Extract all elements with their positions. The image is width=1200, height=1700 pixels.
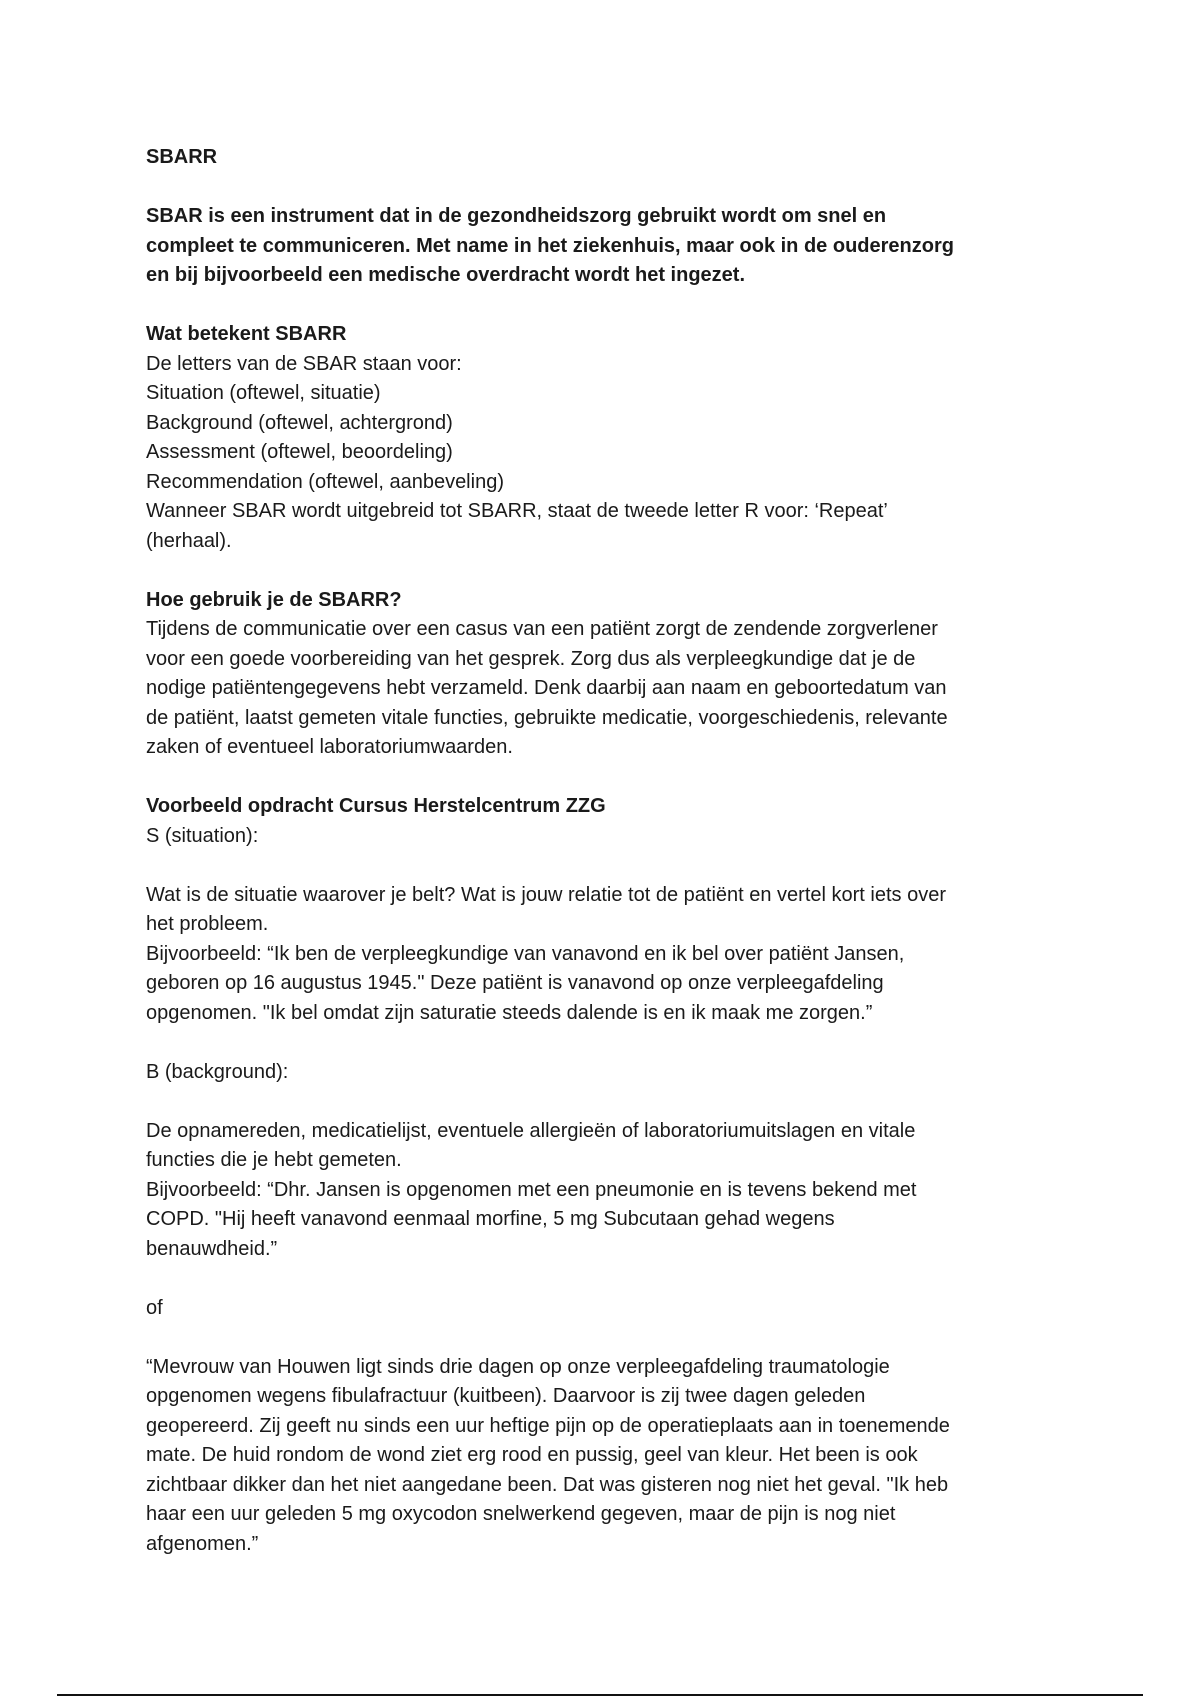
- text-line: geboren op 16 augustus 1945." Deze patiënt is vanavond op onze verpleegafdeling: [146, 972, 884, 994]
- text-line: het probleem.: [146, 913, 269, 935]
- text-line: Recommendation (oftewel, aanbeveling): [146, 470, 504, 493]
- text-line: Background (oftewel, achtergrond): [146, 411, 453, 434]
- spacer: [146, 1323, 1066, 1353]
- spacer: [146, 291, 1066, 321]
- text-line: functies die je hebt gemeten.: [146, 1149, 402, 1171]
- text-line: Assessment (oftewel, beoordeling): [146, 441, 453, 463]
- text-line: benauwdheid.”: [146, 1237, 278, 1260]
- text-line: De letters van de SBAR staan voor:: [146, 352, 462, 375]
- text-line: geopereerd. Zij geeft nu sinds een uur heftige pijn op de operatieplaats aan in toenemende: [146, 1414, 950, 1437]
- section-wat-betekent: [146, 320, 1066, 556]
- text-line: zichtbaar dikker dan het niet aangedane been. Dat was gisteren nog niet het geval. "Ik heb: [146, 1473, 949, 1496]
- or-label: of: [146, 1296, 163, 1319]
- text-line: opgenomen. "Ik bel omdat zijn saturatie steeds dalende is en ik maak me zorgen.”: [146, 1001, 873, 1024]
- text-line: Bijvoorbeeld: “Dhr. Jansen is opgenomen met een pneumonie en is tevens bekend met: [146, 1178, 917, 1201]
- text-line: voor een goede voorbereiding van het gesprek. Zorg dus als verpleegkundige dat je de: [146, 647, 916, 670]
- text-line: haar een uur geleden 5 mg oxycodon snelwerkend gegeven, maar de pijn is nog niet: [146, 1503, 896, 1525]
- text-line: de patiënt, laatst gemeten vitale functies, gebruikte medicatie, voorgeschiedenis, relevante: [146, 706, 948, 729]
- text-line: De opnamereden, medicatielijst, eventuele allergieën of laboratoriumuitslagen en vitale: [146, 1119, 916, 1142]
- text-line: Bijvoorbeeld: “Ik ben de verpleegkundige van vanavond en ik bel over patiënt Jansen,: [146, 942, 905, 965]
- intro-line: compleet te communiceren. Met name in het ziekenhuis, maar ook in de ouderenzorg: [146, 234, 954, 257]
- intro-line: en bij bijvoorbeeld een medische overdracht wordt het ingezet.: [146, 264, 746, 286]
- intro-paragraph: [146, 202, 1066, 291]
- text-line: Wanneer SBAR wordt uitgebreid tot SBARR, staat de tweede letter R voor: ‘Repeat’: [146, 500, 888, 522]
- background-label: B (background):: [146, 1060, 289, 1083]
- section-hoe-gebruik: [146, 586, 1066, 763]
- situation-label: S (situation):: [146, 824, 259, 847]
- text-line: COPD. "Hij heeft vanavond eenmaal morfine, 5 mg Subcutaan gehad wegens: [146, 1208, 835, 1230]
- text-line: nodige patiëntengegevens hebt verzameld. Denk daarbij aan naam en geboortedatum van: [146, 677, 947, 699]
- text-line: opgenomen wegens fibulafractuur (kuitbeen). Daarvoor is zij twee dagen geleden: [146, 1385, 866, 1407]
- spacer: [146, 763, 1066, 793]
- text-line: mate. De huid rondom de wond ziet erg rood en pussig, geel van kleur. Het been is ook: [146, 1444, 918, 1466]
- section-voorbeeld: [146, 792, 1066, 1559]
- text-line: Situation (oftewel, situatie): [146, 382, 381, 404]
- text-line: “Mevrouw van Houwen ligt sinds drie dagen op onze verpleegafdeling traumatologie: [146, 1355, 890, 1378]
- text-line: Wat is de situatie waarover je belt? Wat is jouw relatie tot de patiënt en vertel kort iets over: [146, 883, 946, 906]
- spacer: [146, 851, 1066, 881]
- spacer: [146, 1264, 1066, 1294]
- text-line: Tijdens de communicatie over een casus van een patiënt zorgt de zendende zorgverlener: [146, 618, 938, 640]
- section-heading: Wat betekent SBARR: [146, 323, 347, 345]
- section-heading: Hoe gebruik je de SBARR?: [146, 588, 402, 611]
- text-line: (herhaal).: [146, 529, 232, 552]
- spacer: [146, 1028, 1066, 1058]
- spacer: [146, 556, 1066, 586]
- footer-divider: [57, 1694, 1143, 1696]
- spacer: [146, 173, 1066, 203]
- document-page: [146, 143, 1066, 1559]
- text-line: zaken of eventueel laboratoriumwaarden.: [146, 736, 513, 758]
- spacer: [146, 1087, 1066, 1117]
- text-line: afgenomen.”: [146, 1532, 259, 1555]
- intro-line: SBAR is een instrument dat in de gezondheidszorg gebruikt wordt om snel en: [146, 205, 887, 227]
- page-title: SBARR: [146, 146, 218, 168]
- section-heading: Voorbeeld opdracht Cursus Herstelcentrum ZZG: [146, 795, 606, 817]
